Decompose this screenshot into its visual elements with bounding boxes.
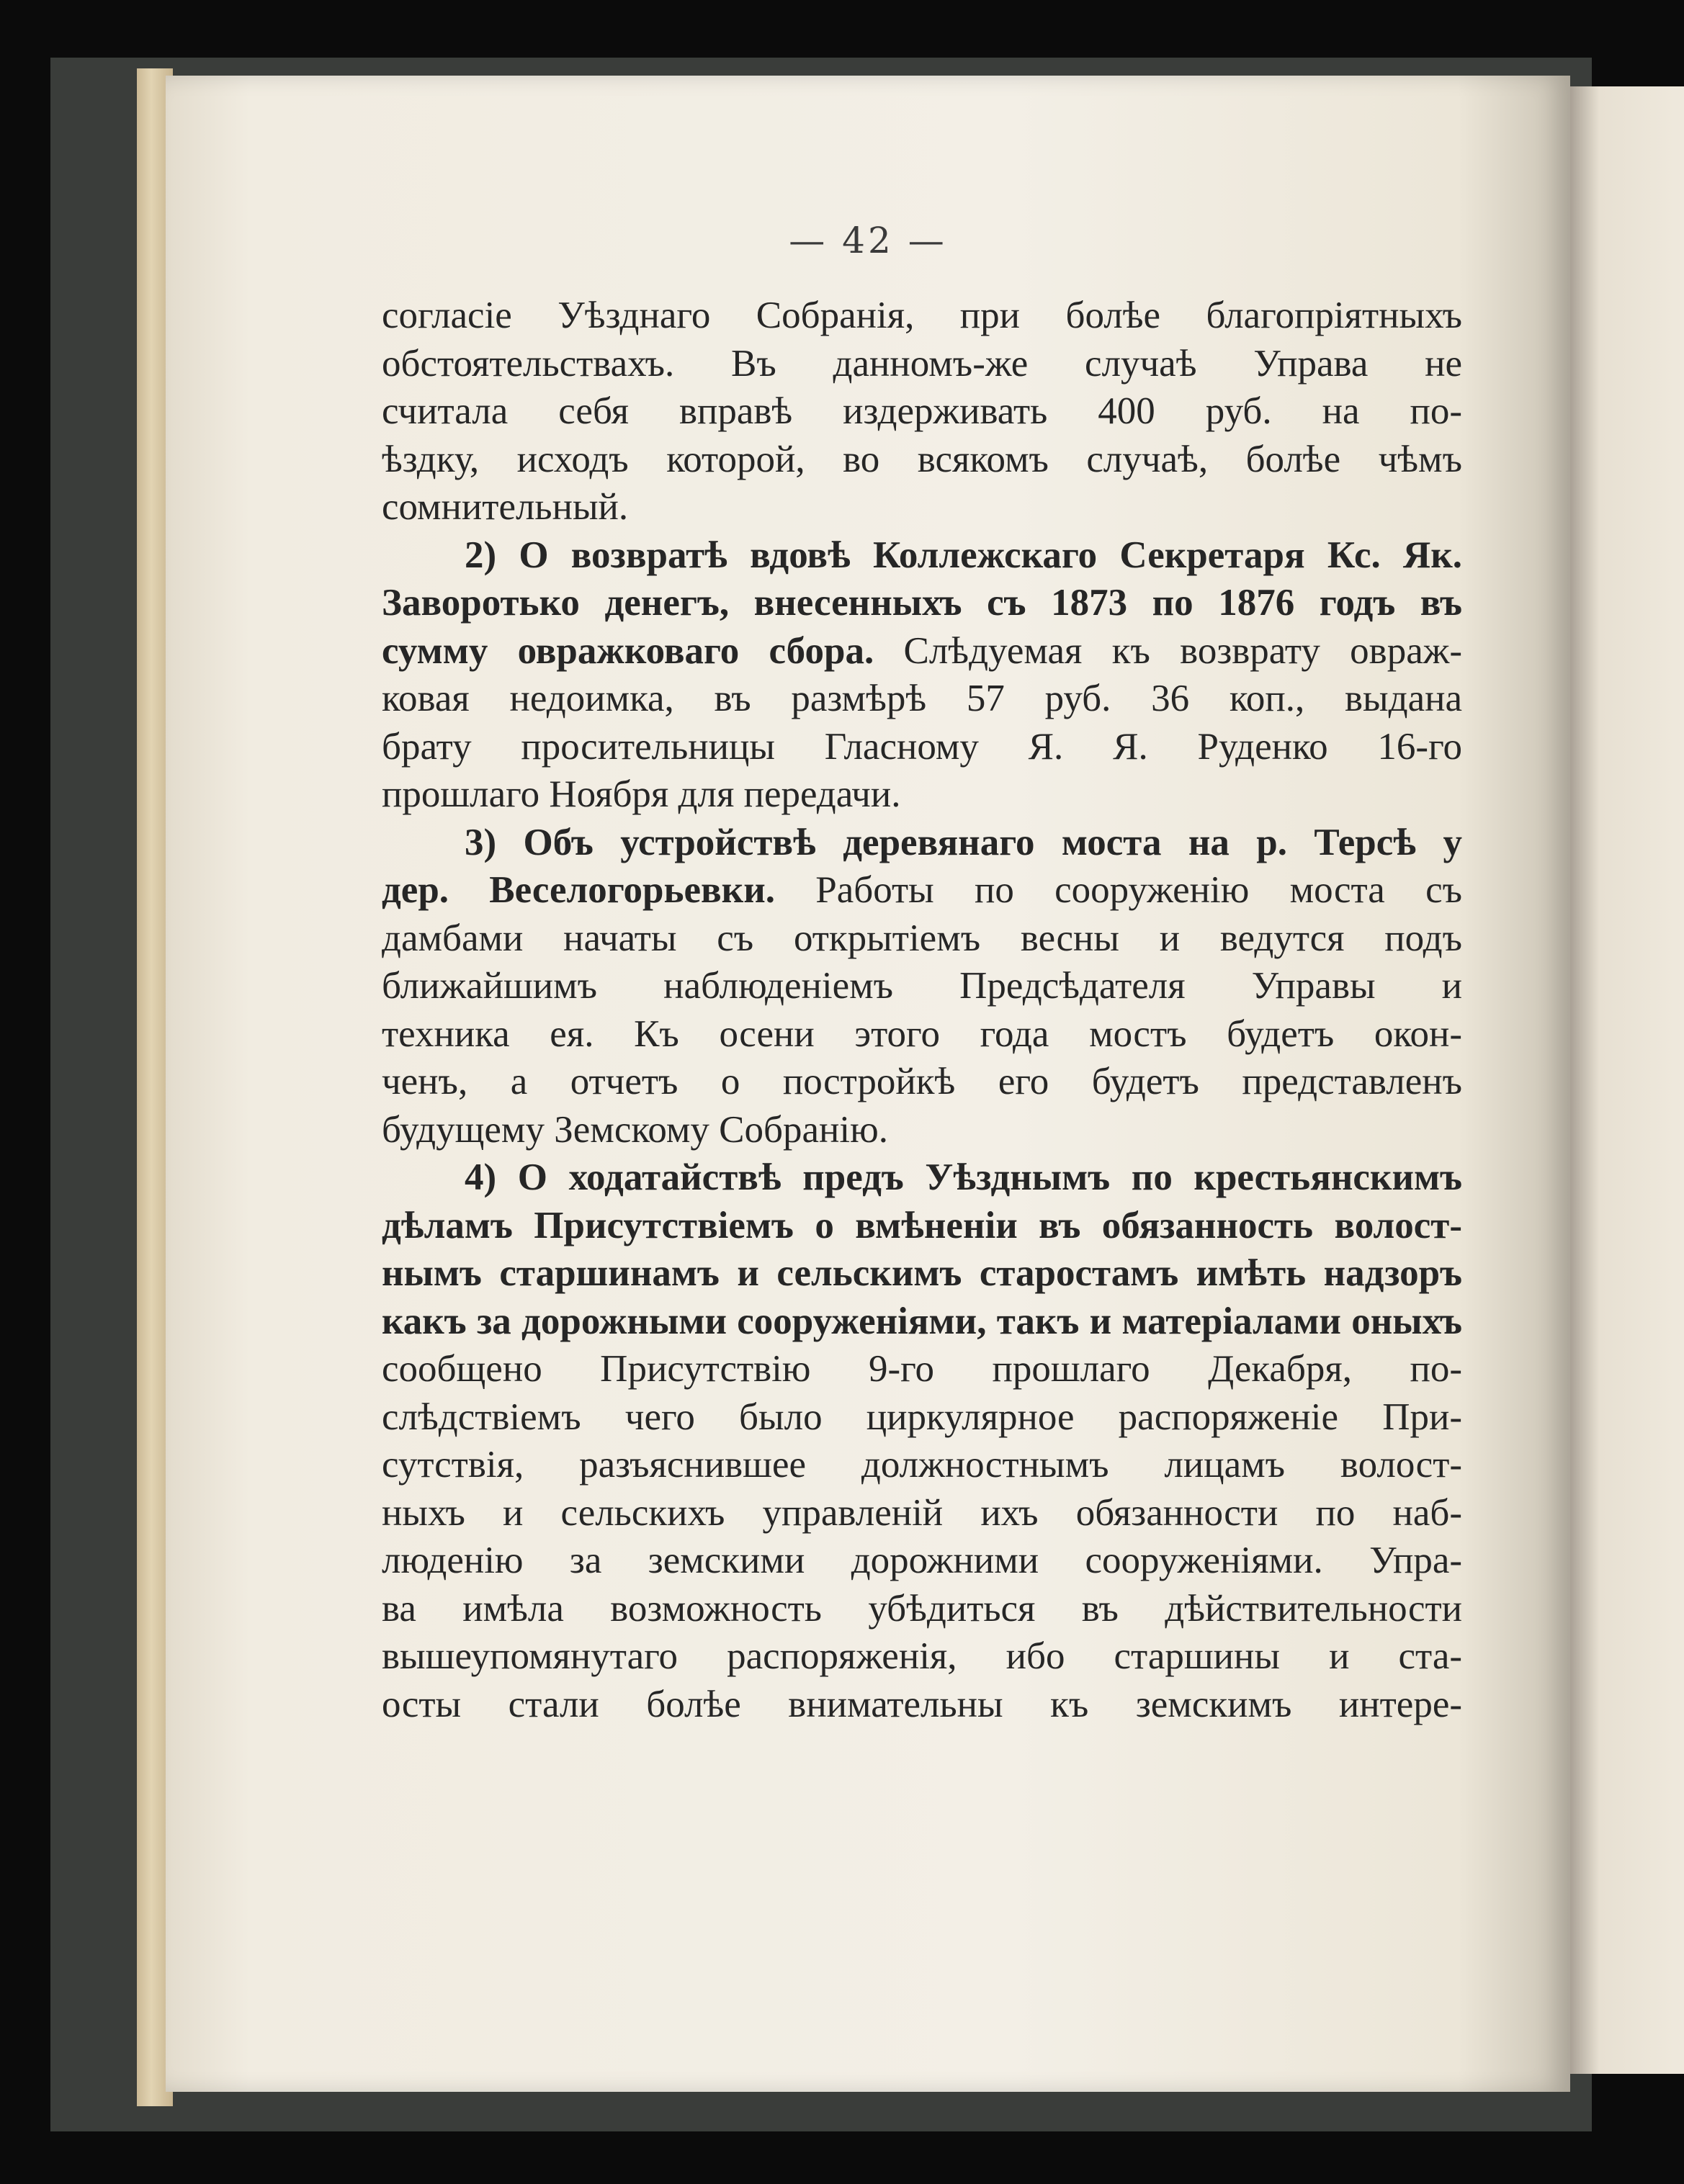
text-line <box>382 675 1462 723</box>
text-line <box>382 866 1462 915</box>
text-span: Работы по сооруженію моста съ <box>774 869 1462 911</box>
text-span: согласіе Уѣзднаго Собранія, при болѣе благопріятныхъ <box>382 295 1462 336</box>
text-line <box>382 1441 1462 1489</box>
paragraph-heading-line <box>382 1202 1462 1250</box>
text-line <box>382 1010 1462 1059</box>
book-page <box>166 76 1570 2092</box>
text-span-bold: 4) О ходатайствѣ предъ Уѣзднымъ по крестьянскимъ <box>465 1156 1462 1198</box>
text-line <box>382 1345 1462 1393</box>
facing-page-edge <box>1563 86 1684 2074</box>
text-span-bold: дер. Веселогорьевки. <box>382 869 775 911</box>
body-text <box>382 292 1462 1728</box>
text-span: ѣздку, исходъ которой, во всякомъ случаѣ, болѣе чѣмъ <box>382 438 1462 480</box>
paragraph-heading-line <box>382 819 1462 867</box>
text-span: Слѣдуемая къ возврату овраж- <box>874 629 1462 672</box>
text-span: прошлаго Ноября для передачи. <box>382 773 901 815</box>
text-line <box>382 292 1462 340</box>
text-span: люденію за земскими дорожними сооруженіями. Упра- <box>382 1540 1462 1581</box>
text-line <box>382 1681 1462 1729</box>
text-span-bold: сумму овражковаго сбора. <box>382 629 874 672</box>
text-line <box>382 627 1462 675</box>
text-span: осты стали болѣе внимательны къ земскимъ интере- <box>382 1683 1462 1725</box>
text-line <box>382 723 1462 771</box>
text-span: сомнительный. <box>382 486 629 528</box>
paragraph-heading-line <box>382 579 1462 627</box>
text-span: ченъ, а отчетъ о постройкѣ его будетъ представленъ <box>382 1061 1462 1102</box>
text-line <box>382 962 1462 1010</box>
text-line <box>382 483 1462 531</box>
text-span: ковая недоимка, въ размѣрѣ 57 руб. 36 коп., выдана <box>382 678 1462 719</box>
text-span: считала себя вправѣ издерживать 400 руб. на по- <box>382 390 1462 432</box>
text-span-bold: 3) Объ устройствѣ деревянаго моста на р. Терсѣ у <box>465 821 1462 863</box>
text-span: ва имѣла возможность убѣдиться въ дѣйствительности <box>382 1587 1462 1630</box>
text-line <box>382 340 1462 388</box>
text-span: техника ея. Къ осени этого года мостъ будетъ окон- <box>382 1012 1462 1055</box>
text-span: сутствія, разъяснившее должностнымъ лицамъ волост- <box>382 1444 1462 1486</box>
text-line <box>382 1489 1462 1537</box>
text-span: слѣдствіемъ чего было циркулярное распоряженіе При- <box>382 1396 1462 1438</box>
text-span: вышеупомянутаго распоряженія, ибо старшины и ста- <box>382 1635 1462 1677</box>
text-span-bold: Заворотько денегъ, внесенныхъ съ 1873 по 1876 годъ въ <box>382 582 1462 624</box>
paragraph-heading-line <box>382 1249 1462 1298</box>
text-line <box>382 387 1462 436</box>
text-line <box>382 436 1462 484</box>
text-line <box>382 1585 1462 1633</box>
text-span-bold: какъ за дорожными сооруженіями, такъ и матеріалами оныхъ <box>382 1300 1462 1342</box>
text-span: обстоятельствахъ. Въ данномъ-же случаѣ Управа не <box>382 342 1462 385</box>
text-line <box>382 1393 1462 1442</box>
paragraph-heading-line <box>382 1154 1462 1202</box>
text-span: сообщено Присутствію 9-го прошлаго Декабря, по- <box>382 1348 1462 1390</box>
text-line <box>382 1058 1462 1106</box>
text-line <box>382 770 1462 819</box>
text-line <box>382 1632 1462 1681</box>
text-span: брату просительницы Гласному Я. Я. Руденко 16-го <box>382 725 1462 768</box>
text-span: будущему Земскому Собранію. <box>382 1108 888 1151</box>
paragraph-heading-line <box>382 1298 1462 1346</box>
text-span: ныхъ и сельскихъ управленій ихъ обязанности по наб- <box>382 1491 1462 1534</box>
text-span: дамбами начаты съ открытіемъ весны и ведутся подъ <box>382 917 1462 959</box>
text-span-bold: 2) О возвратѣ вдовѣ Коллежскаго Секретаря Кс. Як. <box>465 534 1462 576</box>
page-number: — 42 — <box>789 220 947 261</box>
text-line <box>382 1537 1462 1585</box>
paragraph-heading-line <box>382 531 1462 580</box>
text-span-bold: нымъ старшинамъ и сельскимъ старостамъ имѣть надзоръ <box>382 1252 1462 1294</box>
text-span: ближайшимъ наблюденіемъ Предсѣдателя Управы и <box>382 965 1462 1007</box>
text-line <box>382 1106 1462 1154</box>
text-span-bold: дѣламъ Присутствіемъ о вмѣненіи въ обязанность волост- <box>382 1204 1462 1246</box>
text-line <box>382 915 1462 963</box>
